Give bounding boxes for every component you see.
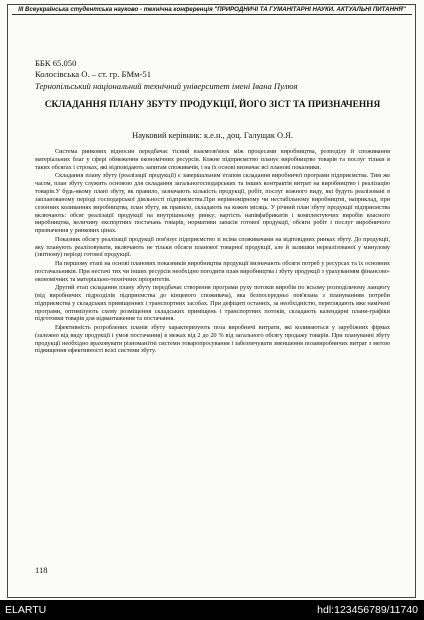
article-body (35, 148, 390, 356)
bbk-code: ББК 65.050 (35, 58, 77, 68)
paragraph: Ефективність розроблених планів збуту характеризують поза виробничі витрати, які коливаються у зарубіжних фірмах (залежно від виду продукції і умов постачання) в межах від 2 до 20 % від загального обсягу продажу товарів. При плануванні збуту продукції необхідно враховувати різноманітні системи товаропросування і забезпечувати зменшення позавиробничих витрат з метою підвищення ефективності всієї системи збуту. (35, 323, 390, 355)
paragraph: Другий етап складання плану збуту передбачає створення програми руху потоків виробів по всьому розподільчому ланцюгу (від виробничих підрозділів підприємства до кінцевого споживача), яка безпосередньо пов'язана з плануванням потреби підприємства у складських приміщеннях і транспортних засобах. При дефіциті останніх, за необхідністю, переглядають вже намічені програми, оптимізують схему розміщення складських приміщень і транспортних потоків, складають календарні плани-графіки підготовки товарів для відвантаження та постачання. (35, 283, 390, 323)
affiliation: Тернопільський національний технічний університет імені Івана Пулюя (35, 81, 298, 91)
handle-identifier: hdl:123456789/11740 (317, 604, 418, 616)
paragraph: На першому етапі на основі планових показників виробництва продукції визначають обсяги потреб у ресурсах та їх основних постачальників. При нестачі тих чи інших ресурсів необхідно погодити план виробництва і збуту продукції з урахуванням фінансово-економічних та матеріально-технічних пріоритетів. (35, 259, 390, 283)
page-number: 118 (35, 565, 48, 575)
repository-footer (0, 600, 424, 620)
paragraph: Показник обсягу реалізації продукції пов'язує підприємство зі всіма споживачами на відповідних ринках збуту. До продукції, яку планують реалізовувати, включають не тільки обсяги планової товарної продукції, але й залишки нереалізованої у минулому (звітному) періоді готової продукції. (35, 235, 390, 259)
article-title: СКЛАДАННЯ ПЛАНУ ЗБУТУ ПРОДУКЦІЇ, ЙОГО ЗІСТ ТА ПРИЗНАЧЕННЯ (44, 100, 381, 110)
supervisor-line: Науковий керівник: к.е.н., доц. Галущак О.Я. (132, 131, 293, 140)
running-head: ІІІ Всеукраїнська студентська науково - технічна конференція "ПРИРОДНИЧІ ТА ГУМАНІТАРНІ НАУКИ. АКТУАЛЬНІ ПИТАННЯ" (12, 6, 412, 15)
paragraph: Система ринкових відносин передбачає тісний взаємозв'язок між процесами виробництва, розподілу й споживання матеріальних благ у сфері обмеження економічних ресурсів. Кожне підприємство планує виробництво товарів та послуг тільки в таких обсягах і строках, які відповідають запитам споживачів, і на їх основі визначає всі планові показники. (35, 148, 390, 171)
paragraph: Складання плану збуту (реалізації продукції) є завершальним етапом складання виробничої програми підприємства. Тим же часом, план збуту служить основою для складання загальногосподарських та інших контрактів витрат на виробництво і реалізацію товарів.У будь-якому плані збуту, як правило, зазначають кількість продукції, робіт, послуг кожного виду, які будуть реалізовані в запланованому періоді господарської діяльності підприємства.При нерівномірному чи нестабільному виробництві, наприклад, при сезонних коливаннях виробництва, план збуту, як правило, складають на кожен місяць. У річний план збуту продукції підприємства включають: обсяг реалізації продукції на внутрішньому ринку; вартість напівфабрикатів і комплектуючих виробів власного виробництва, величину експортних постачань товарів, нормативи запасів готової продукції, обсяги робіт і послуг виробничого призначення у ринкових цінах. (35, 172, 390, 235)
repository-name: ELARTU (5, 604, 47, 616)
author-line: Колосівська О. – ст. гр. БМм-51 (35, 69, 151, 79)
